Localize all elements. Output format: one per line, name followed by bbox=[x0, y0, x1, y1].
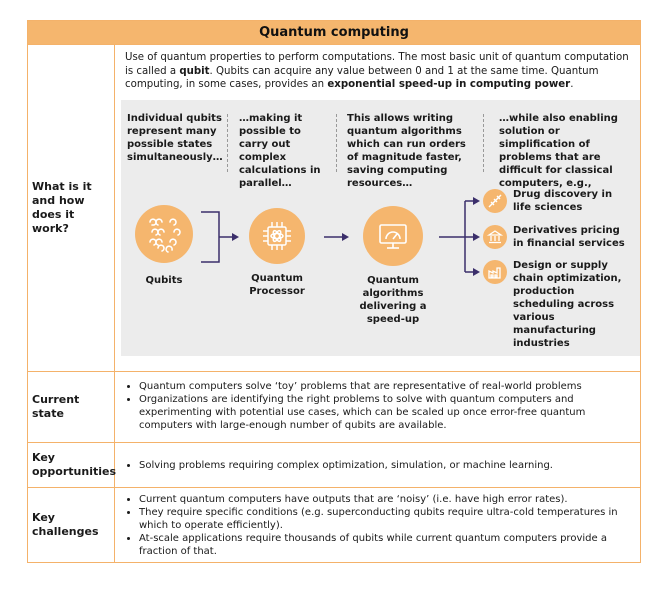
list-item: • Solving problems requiring complex optimization, simulation, or machine learning. bbox=[139, 459, 553, 472]
list-item: • At-scale applications require thousands of qubits while current quantum computers provide a fraction of that. bbox=[139, 532, 632, 558]
opportunities-list bbox=[125, 459, 553, 472]
intro-qubit: qubit bbox=[179, 65, 210, 77]
row-label-key-opportunities: Key opportunities bbox=[28, 443, 115, 487]
list-item: • Current quantum computers have outputs that are ‘noisy’ (i.e. have high error rates). bbox=[139, 493, 632, 506]
app-drug-discovery: Drug discovery in life sciences bbox=[513, 188, 613, 213]
column-text-4: …while also enabling solution or simplification of problems that are difficult for classical computers, e.g., bbox=[499, 112, 618, 189]
how-it-works-panel bbox=[121, 100, 640, 356]
row-what-is-it bbox=[28, 45, 640, 372]
table-title: Quantum computing bbox=[28, 21, 640, 45]
caption-processor: Quantum Processor bbox=[249, 272, 305, 297]
intro-speedup: exponential speed-up in computing power bbox=[327, 79, 571, 90]
row-label-what-is-it: What is it and how does it work? bbox=[28, 45, 115, 371]
column-text-3: This allows writing quantum algorithms which can run orders of magnitude faster, saving computing resources… bbox=[347, 112, 466, 189]
column-text-1: Individual qubits represent many possible states simultaneously… bbox=[127, 112, 223, 163]
dna-icon bbox=[483, 189, 507, 213]
row-key-opportunities bbox=[28, 443, 640, 488]
intro-pre: Use of quantum properties to perform computations. The most basic unit of quantum computation is called a bbox=[125, 52, 629, 77]
quantum-processor-icon bbox=[249, 208, 305, 264]
list-item: • Organizations are identifying the right problems to solve with quantum computers and experimenting with potential use cases, which can be scaled up once error-free quantum computers with large-enough number of qubits are available. bbox=[139, 393, 632, 432]
bank-icon bbox=[483, 225, 507, 249]
row-key-challenges bbox=[28, 488, 640, 562]
intro-end: . bbox=[570, 79, 574, 90]
challenges-list bbox=[125, 493, 632, 558]
factory-icon bbox=[483, 260, 507, 284]
list-item: • Quantum computers solve ‘toy’ problems that are representative of real-world problems bbox=[139, 380, 632, 393]
row-label-current-state: Current state bbox=[28, 372, 115, 442]
monitor-speed-icon bbox=[363, 206, 423, 266]
row-label-key-challenges: Key challenges bbox=[28, 488, 115, 562]
intro-mid: . Qubits can acquire any value between 0 and 1 at the same time. Quantum computing, in some cases, provides an bbox=[125, 65, 599, 90]
qubits-icon bbox=[135, 205, 193, 263]
column-text-2: …making it possible to carry out complex calculations in parallel… bbox=[239, 112, 321, 189]
app-derivatives-pricing: Derivatives pricing in financial services bbox=[513, 224, 625, 249]
caption-qubits: Qubits bbox=[145, 274, 183, 286]
list-item: • They require specific conditions (e.g. superconducting qubits require ultra-cold temperatures in which to operate efficiently). bbox=[139, 506, 632, 532]
quantum-computing-table bbox=[27, 20, 641, 563]
row-current-state bbox=[28, 372, 640, 443]
intro-text bbox=[125, 51, 632, 92]
caption-algorithms: Quantum algorithms delivering a speed-up bbox=[359, 274, 427, 325]
current-state-list bbox=[125, 380, 632, 432]
app-supply-chain: Design or supply chain optimization, production scheduling across various manufacturing industries bbox=[513, 259, 622, 349]
